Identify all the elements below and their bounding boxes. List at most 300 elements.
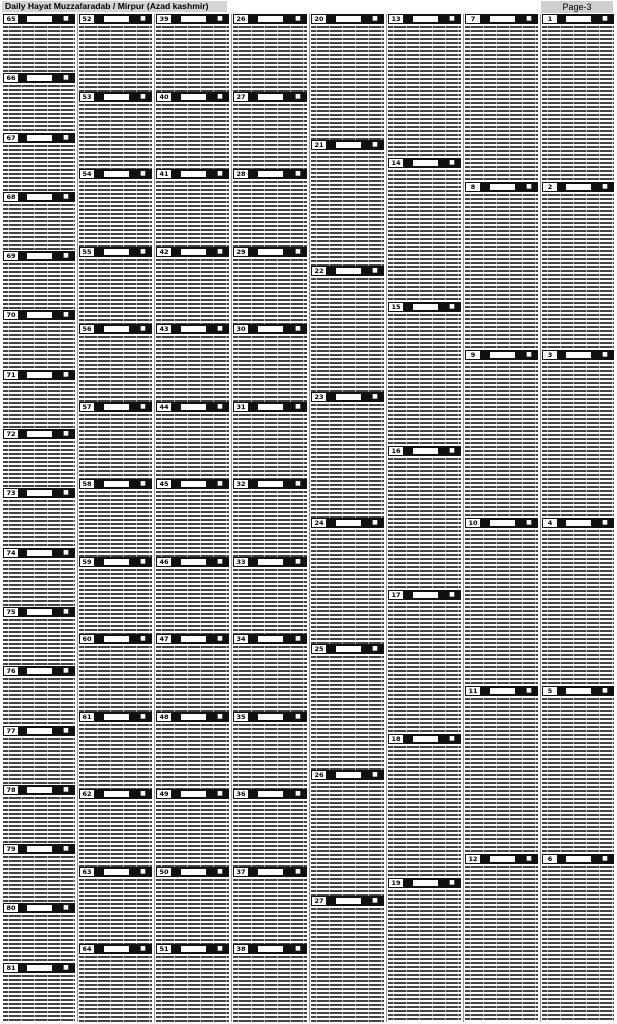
column-divider (386, 14, 387, 1022)
notice-block (78, 712, 153, 789)
newspaper-logo-icon: ■ (526, 183, 532, 190)
notice-title-box (413, 304, 438, 310)
notice-header-bar (3, 903, 75, 913)
notice-header-bar (156, 169, 229, 179)
column-5 (310, 14, 385, 1022)
notice-body-text (156, 956, 229, 1022)
page-label: Page-3 (541, 1, 613, 13)
notice-block (78, 402, 153, 479)
notice-header-bar (156, 789, 229, 799)
notice-title-box (27, 728, 51, 734)
notice-block (78, 789, 153, 867)
notice-number: 19 (389, 879, 403, 887)
notice-header-bar (79, 169, 152, 179)
notice-title-box (104, 326, 129, 332)
notice-body-text (79, 569, 152, 634)
notice-header-bar (156, 557, 229, 567)
notice-header-bar (156, 479, 229, 489)
notice-number: 68 (4, 193, 18, 201)
notice-header-bar (79, 557, 152, 567)
newspaper-logo-icon: ■ (140, 868, 146, 875)
newspaper-logo-icon: ■ (63, 430, 69, 437)
notice-block (155, 324, 230, 402)
notice-block (155, 944, 230, 1022)
notice-body-text (3, 145, 75, 192)
notice-number: 50 (157, 868, 171, 876)
notice-title-box (181, 171, 206, 177)
notice-block (387, 878, 462, 1022)
notice-block (387, 446, 462, 590)
notice-number: 27 (234, 93, 248, 101)
notice-number: 44 (157, 403, 171, 411)
notice-title-box (336, 646, 361, 652)
newspaper-logo-icon: ■ (602, 855, 608, 862)
notice-header-bar (79, 712, 152, 722)
newspaper-logo-icon: ■ (372, 771, 378, 778)
notice-block (78, 247, 153, 324)
notice-block (310, 770, 385, 896)
newspaper-logo-icon: ■ (140, 403, 146, 410)
notice-body-text (156, 491, 229, 557)
notice-title-box (566, 184, 590, 190)
newspaper-logo-icon: ■ (449, 447, 455, 454)
newspaper-logo-icon: ■ (217, 248, 223, 255)
notice-header-bar (3, 310, 75, 320)
column-6 (387, 14, 462, 1022)
notice-title-box (181, 326, 206, 332)
notice-title-box (413, 592, 438, 598)
notice-body-text (3, 85, 75, 133)
notice-body-text (388, 602, 461, 734)
column-divider (154, 14, 155, 1022)
notice-block (78, 944, 153, 1022)
notice-number: 79 (4, 845, 18, 853)
newspaper-logo-icon: ■ (295, 558, 301, 565)
notice-header-bar (233, 867, 307, 877)
newspaper-logo-icon: ■ (140, 15, 146, 22)
notice-header-bar (311, 518, 384, 528)
newspaper-logo-icon: ■ (602, 15, 608, 22)
notice-number: 65 (4, 15, 18, 23)
notice-header-bar (3, 488, 75, 498)
notice-block (78, 169, 153, 247)
notice-body-text (156, 259, 229, 324)
notice-body-text (79, 956, 152, 1022)
notice-title-box (27, 194, 51, 200)
newspaper-logo-icon: ■ (140, 325, 146, 332)
notice-title-box (181, 481, 206, 487)
notice-body-text (3, 738, 75, 785)
newspaper-logo-icon: ■ (217, 93, 223, 100)
notice-title-box (181, 636, 206, 642)
notice-title-box (336, 520, 361, 526)
notice-number: 69 (4, 252, 18, 260)
notice-block (232, 789, 308, 867)
notice-header-bar (79, 634, 152, 644)
notice-block (2, 548, 76, 607)
notice-title-box (104, 16, 129, 22)
newspaper-logo-icon: ■ (217, 868, 223, 875)
notice-body-text (156, 724, 229, 789)
notice-header-bar (465, 14, 538, 24)
notice-title-box (181, 404, 206, 410)
notice-body-text (79, 259, 152, 324)
notice-body-text (156, 336, 229, 402)
notice-number: 66 (4, 74, 18, 82)
newspaper-logo-icon: ■ (140, 945, 146, 952)
notice-title-box (490, 856, 515, 862)
notice-title-box (490, 352, 515, 358)
notice-header-bar (79, 14, 152, 24)
notice-block (464, 182, 539, 350)
newspaper-logo-icon: ■ (295, 790, 301, 797)
notice-body-text (3, 797, 75, 844)
newspaper-logo-icon: ■ (372, 897, 378, 904)
notice-body-text (156, 181, 229, 247)
notice-header-bar (79, 247, 152, 257)
notice-title-box (181, 559, 206, 565)
notice-block (155, 634, 230, 712)
notice-body-text (311, 656, 384, 770)
notice-header-bar (3, 370, 75, 380)
notice-number: 77 (4, 727, 18, 735)
newspaper-logo-icon: ■ (295, 170, 301, 177)
notice-title-box (27, 905, 51, 911)
notice-body-text (3, 500, 75, 548)
notice-header-bar (156, 14, 229, 24)
notice-header-bar (3, 73, 75, 83)
notice-header-bar (233, 14, 307, 24)
column-3 (155, 14, 230, 1022)
notice-body-text (233, 259, 307, 324)
notice-number: 46 (157, 558, 171, 566)
newspaper-logo-icon: ■ (295, 480, 301, 487)
notice-header-bar (388, 14, 461, 24)
newspaper-logo-icon: ■ (217, 635, 223, 642)
notice-title-box (181, 714, 206, 720)
notice-block (541, 182, 615, 350)
notice-block (387, 158, 462, 302)
notice-number: 17 (389, 591, 403, 599)
notice-number: 55 (80, 248, 94, 256)
notice-body-text (156, 26, 229, 92)
notice-title-box (336, 142, 361, 148)
notice-title-box (104, 791, 129, 797)
notice-body-text (542, 362, 614, 518)
newspaper-logo-icon: ■ (449, 735, 455, 742)
notice-title-box (27, 787, 51, 793)
notice-block (232, 944, 308, 1022)
notice-number: 14 (389, 159, 403, 167)
notice-number: 54 (80, 170, 94, 178)
notice-body-text (79, 491, 152, 557)
notice-block (2, 73, 76, 133)
newspaper-logo-icon: ■ (217, 403, 223, 410)
notice-header-bar (311, 896, 384, 906)
notice-title-box (258, 869, 283, 875)
notice-number: 73 (4, 489, 18, 497)
notice-block (541, 686, 615, 854)
notice-title-box (258, 404, 283, 410)
notice-header-bar (3, 607, 75, 617)
notice-number: 47 (157, 635, 171, 643)
notice-number: 48 (157, 713, 171, 721)
newspaper-logo-icon: ■ (140, 790, 146, 797)
notice-title-box (181, 16, 206, 22)
notice-block (78, 634, 153, 712)
notice-body-text (3, 560, 75, 607)
newspaper-logo-icon: ■ (602, 183, 608, 190)
notice-body-text (311, 404, 384, 518)
notice-body-text (79, 26, 152, 92)
notice-title-box (104, 559, 129, 565)
newspaper-logo-icon: ■ (217, 170, 223, 177)
column-divider (231, 14, 232, 1022)
notice-number: 13 (389, 15, 403, 23)
notice-header-bar (79, 867, 152, 877)
notice-header-bar (79, 944, 152, 954)
notice-number: 15 (389, 303, 403, 311)
notice-header-bar (3, 548, 75, 558)
notice-number: 3 (543, 351, 557, 359)
notice-header-bar (156, 712, 229, 722)
notice-body-text (542, 26, 614, 182)
notice-header-bar (465, 854, 538, 864)
notice-number: 36 (234, 790, 248, 798)
newspaper-logo-icon: ■ (63, 845, 69, 852)
notice-header-bar (311, 770, 384, 780)
newspaper-logo-icon: ■ (217, 15, 223, 22)
notice-body-text (542, 866, 614, 1022)
notice-number: 76 (4, 667, 18, 675)
notice-body-text (233, 491, 307, 557)
notice-block (310, 644, 385, 770)
notice-title-box (104, 481, 129, 487)
notice-block (310, 266, 385, 392)
notice-number: 63 (80, 868, 94, 876)
notice-number: 27 (312, 897, 326, 905)
notice-title-box (104, 946, 129, 952)
newspaper-logo-icon: ■ (602, 351, 608, 358)
notice-body-text (233, 181, 307, 247)
notice-title-box (413, 16, 438, 22)
notice-title-box (181, 869, 206, 875)
notice-number: 70 (4, 311, 18, 319)
newspaper-logo-icon: ■ (63, 667, 69, 674)
notice-header-bar (388, 590, 461, 600)
notice-title-box (104, 636, 129, 642)
notice-body-text (3, 915, 75, 963)
column-divider (540, 14, 541, 1022)
notice-title-box (336, 898, 361, 904)
newspaper-logo-icon: ■ (372, 645, 378, 652)
notice-title-box (258, 326, 283, 332)
notice-number: 25 (312, 645, 326, 653)
notice-title-box (258, 714, 283, 720)
notice-block (387, 14, 462, 158)
notice-body-text (311, 278, 384, 392)
newspaper-logo-icon: ■ (602, 687, 608, 694)
newspaper-logo-icon: ■ (449, 591, 455, 598)
notice-number: 2 (543, 183, 557, 191)
notice-block (232, 402, 308, 479)
notice-header-bar (156, 944, 229, 954)
notice-block (464, 14, 539, 182)
notice-body-text (3, 678, 75, 726)
notice-block (232, 712, 308, 789)
notice-header-bar (3, 785, 75, 795)
notice-block (232, 557, 308, 634)
notice-number: 30 (234, 325, 248, 333)
notice-title-box (258, 636, 283, 642)
notice-number: 39 (157, 15, 171, 23)
notice-number: 60 (80, 635, 94, 643)
notice-number: 67 (4, 134, 18, 142)
notice-number: 22 (312, 267, 326, 275)
notice-header-bar (465, 518, 538, 528)
notice-title-box (181, 791, 206, 797)
notice-number: 32 (234, 480, 248, 488)
notice-block (78, 867, 153, 944)
newspaper-logo-icon: ■ (295, 93, 301, 100)
notice-body-text (233, 104, 307, 169)
notice-number: 28 (234, 170, 248, 178)
notice-block (310, 140, 385, 266)
notice-number: 11 (466, 687, 480, 695)
newspaper-logo-icon: ■ (63, 489, 69, 496)
notice-body-text (79, 181, 152, 247)
notice-number: 57 (80, 403, 94, 411)
notice-title-box (258, 94, 283, 100)
notice-block (541, 350, 615, 518)
notice-title-box (258, 16, 283, 22)
notice-header-bar (388, 158, 461, 168)
notice-block (78, 14, 153, 92)
notice-header-bar (3, 192, 75, 202)
notice-number: 31 (234, 403, 248, 411)
notice-header-bar (233, 789, 307, 799)
notice-block (2, 310, 76, 370)
column-8 (541, 14, 615, 1022)
notice-number: 75 (4, 608, 18, 616)
notice-number: 64 (80, 945, 94, 953)
column-7 (464, 14, 539, 1022)
notice-number: 24 (312, 519, 326, 527)
notice-block (310, 14, 385, 140)
notice-body-text (465, 866, 538, 1022)
notice-title-box (566, 856, 590, 862)
notice-title-box (104, 94, 129, 100)
notice-number: 26 (234, 15, 248, 23)
notice-number: 12 (466, 855, 480, 863)
notice-body-text (233, 26, 307, 92)
newspaper-logo-icon: ■ (449, 159, 455, 166)
newspaper-logo-icon: ■ (63, 311, 69, 318)
notice-header-bar (388, 302, 461, 312)
notice-block (387, 734, 462, 878)
notice-body-text (233, 724, 307, 789)
notice-block (232, 479, 308, 557)
notice-block (541, 14, 615, 182)
notice-number: 78 (4, 786, 18, 794)
notice-block (78, 479, 153, 557)
notice-title-box (181, 94, 206, 100)
notice-title-box (181, 249, 206, 255)
notice-body-text (388, 170, 461, 302)
notice-number: 53 (80, 93, 94, 101)
notice-block (155, 867, 230, 944)
newspaper-logo-icon: ■ (217, 713, 223, 720)
newspaper-logo-icon: ■ (372, 267, 378, 274)
newspaper-logo-icon: ■ (63, 786, 69, 793)
notice-number: 52 (80, 15, 94, 23)
notice-body-text (388, 314, 461, 446)
notice-number: 45 (157, 480, 171, 488)
notice-block (541, 854, 615, 1022)
notice-title-box (566, 688, 590, 694)
notice-body-text (79, 336, 152, 402)
column-2 (78, 14, 153, 1022)
notice-block (78, 557, 153, 634)
notice-body-text (388, 746, 461, 878)
notice-header-bar (233, 402, 307, 412)
notice-number: 18 (389, 735, 403, 743)
notice-header-bar (156, 867, 229, 877)
notice-block (155, 402, 230, 479)
newspaper-logo-icon: ■ (295, 635, 301, 642)
notice-block (310, 896, 385, 1022)
newspaper-logo-icon: ■ (526, 351, 532, 358)
notice-body-text (156, 569, 229, 634)
column-divider (463, 14, 464, 1022)
notice-title-box (27, 135, 51, 141)
notice-title-box (27, 253, 51, 259)
notice-body-text (465, 530, 538, 686)
newspaper-logo-icon: ■ (217, 945, 223, 952)
newspaper-logo-icon: ■ (63, 134, 69, 141)
newspaper-logo-icon: ■ (63, 193, 69, 200)
newspaper-logo-icon: ■ (295, 713, 301, 720)
notice-title-box (258, 481, 283, 487)
notice-number: 49 (157, 790, 171, 798)
notice-block (464, 686, 539, 854)
notice-title-box (336, 394, 361, 400)
notice-number: 9 (466, 351, 480, 359)
notice-number: 4 (543, 519, 557, 527)
notice-header-bar (156, 324, 229, 334)
notice-body-text (233, 879, 307, 944)
notice-header-bar (233, 479, 307, 489)
notice-body-text (3, 322, 75, 370)
notice-number: 71 (4, 371, 18, 379)
notice-body-text (79, 104, 152, 169)
notice-number: 20 (312, 15, 326, 23)
notice-title-box (104, 249, 129, 255)
notice-body-text (465, 362, 538, 518)
notice-title-box (258, 946, 283, 952)
notice-number: 8 (466, 183, 480, 191)
notice-header-bar (79, 402, 152, 412)
notice-title-box (413, 448, 438, 454)
notice-header-bar (79, 92, 152, 102)
notice-header-bar (233, 634, 307, 644)
notice-number: 72 (4, 430, 18, 438)
newspaper-logo-icon: ■ (63, 904, 69, 911)
notice-number: 56 (80, 325, 94, 333)
notice-block (310, 392, 385, 518)
newspaper-logo-icon: ■ (217, 325, 223, 332)
notice-header-bar (388, 734, 461, 744)
